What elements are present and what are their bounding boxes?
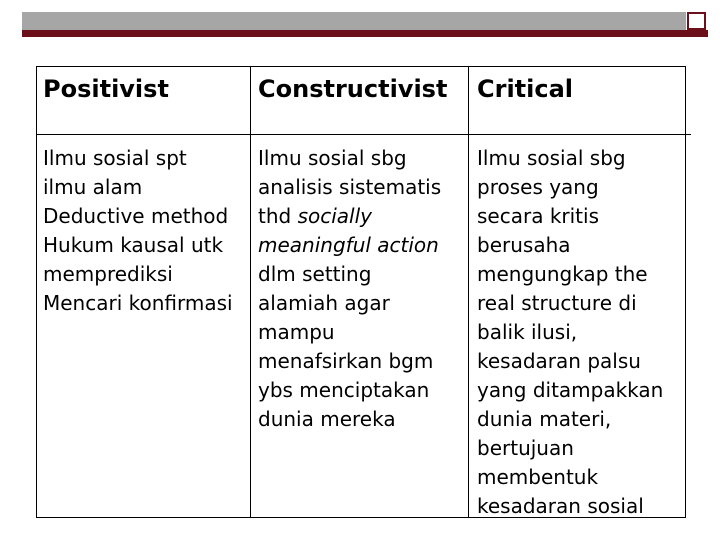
- cell-line: dunia materi,: [477, 407, 612, 431]
- column-positivist: [43, 144, 233, 318]
- cell-line: ilmu alam: [43, 175, 143, 199]
- cell-line: Mencari konfirmasi: [43, 291, 233, 315]
- cell-line: analisis sistematis: [258, 175, 442, 199]
- cell-line: menafsirkan bgm: [258, 349, 434, 373]
- header-constructivist: Constructivist: [258, 75, 448, 103]
- cell-line: mengungkap the: [477, 262, 648, 286]
- cell-line: Deductive method: [43, 204, 229, 228]
- cell-line: kesadaran palsu: [477, 349, 641, 373]
- corner-square-icon: [687, 12, 706, 30]
- header-critical: Critical: [477, 75, 574, 103]
- cell-line: ybs menciptakan: [258, 378, 430, 402]
- column-divider: [250, 66, 251, 518]
- cell-line: proses yang: [477, 175, 599, 199]
- cell-line: membentuk: [477, 465, 599, 489]
- title-bar-accent: [22, 30, 708, 37]
- cell-line: Hukum kausal utk: [43, 233, 224, 257]
- cell-line: secara kritis: [477, 204, 599, 228]
- cell-text: thd socially: [258, 204, 372, 228]
- cell-line: real structure di: [477, 291, 637, 315]
- cell-line: Ilmu sosial sbg: [258, 146, 407, 170]
- cell-line: kesadaran sosial: [477, 494, 644, 518]
- cell-line: dunia mereka: [258, 407, 396, 431]
- cell-text-italic: socially: [297, 204, 372, 228]
- cell-line: [258, 202, 441, 231]
- column-critical: [477, 144, 663, 521]
- column-constructivist: [258, 144, 441, 434]
- cell-line: meaningful action: [258, 233, 439, 257]
- header-positivist: Positivist: [43, 75, 169, 103]
- title-bar-gray: [22, 12, 686, 30]
- cell-line: memprediksi: [43, 262, 173, 286]
- cell-line: bertujuan: [477, 436, 574, 460]
- cell-line: Ilmu sosial spt: [43, 146, 187, 170]
- header-divider: [36, 134, 691, 135]
- cell-line: alamiah agar: [258, 291, 390, 315]
- cell-line: yang ditampakkan: [477, 378, 664, 402]
- cell-line: dlm setting: [258, 262, 372, 286]
- cell-line: mampu: [258, 320, 335, 344]
- cell-line: Ilmu sosial sbg: [477, 146, 626, 170]
- cell-line: balik ilusi,: [477, 320, 578, 344]
- cell-line: berusaha: [477, 233, 571, 257]
- column-divider: [468, 66, 469, 518]
